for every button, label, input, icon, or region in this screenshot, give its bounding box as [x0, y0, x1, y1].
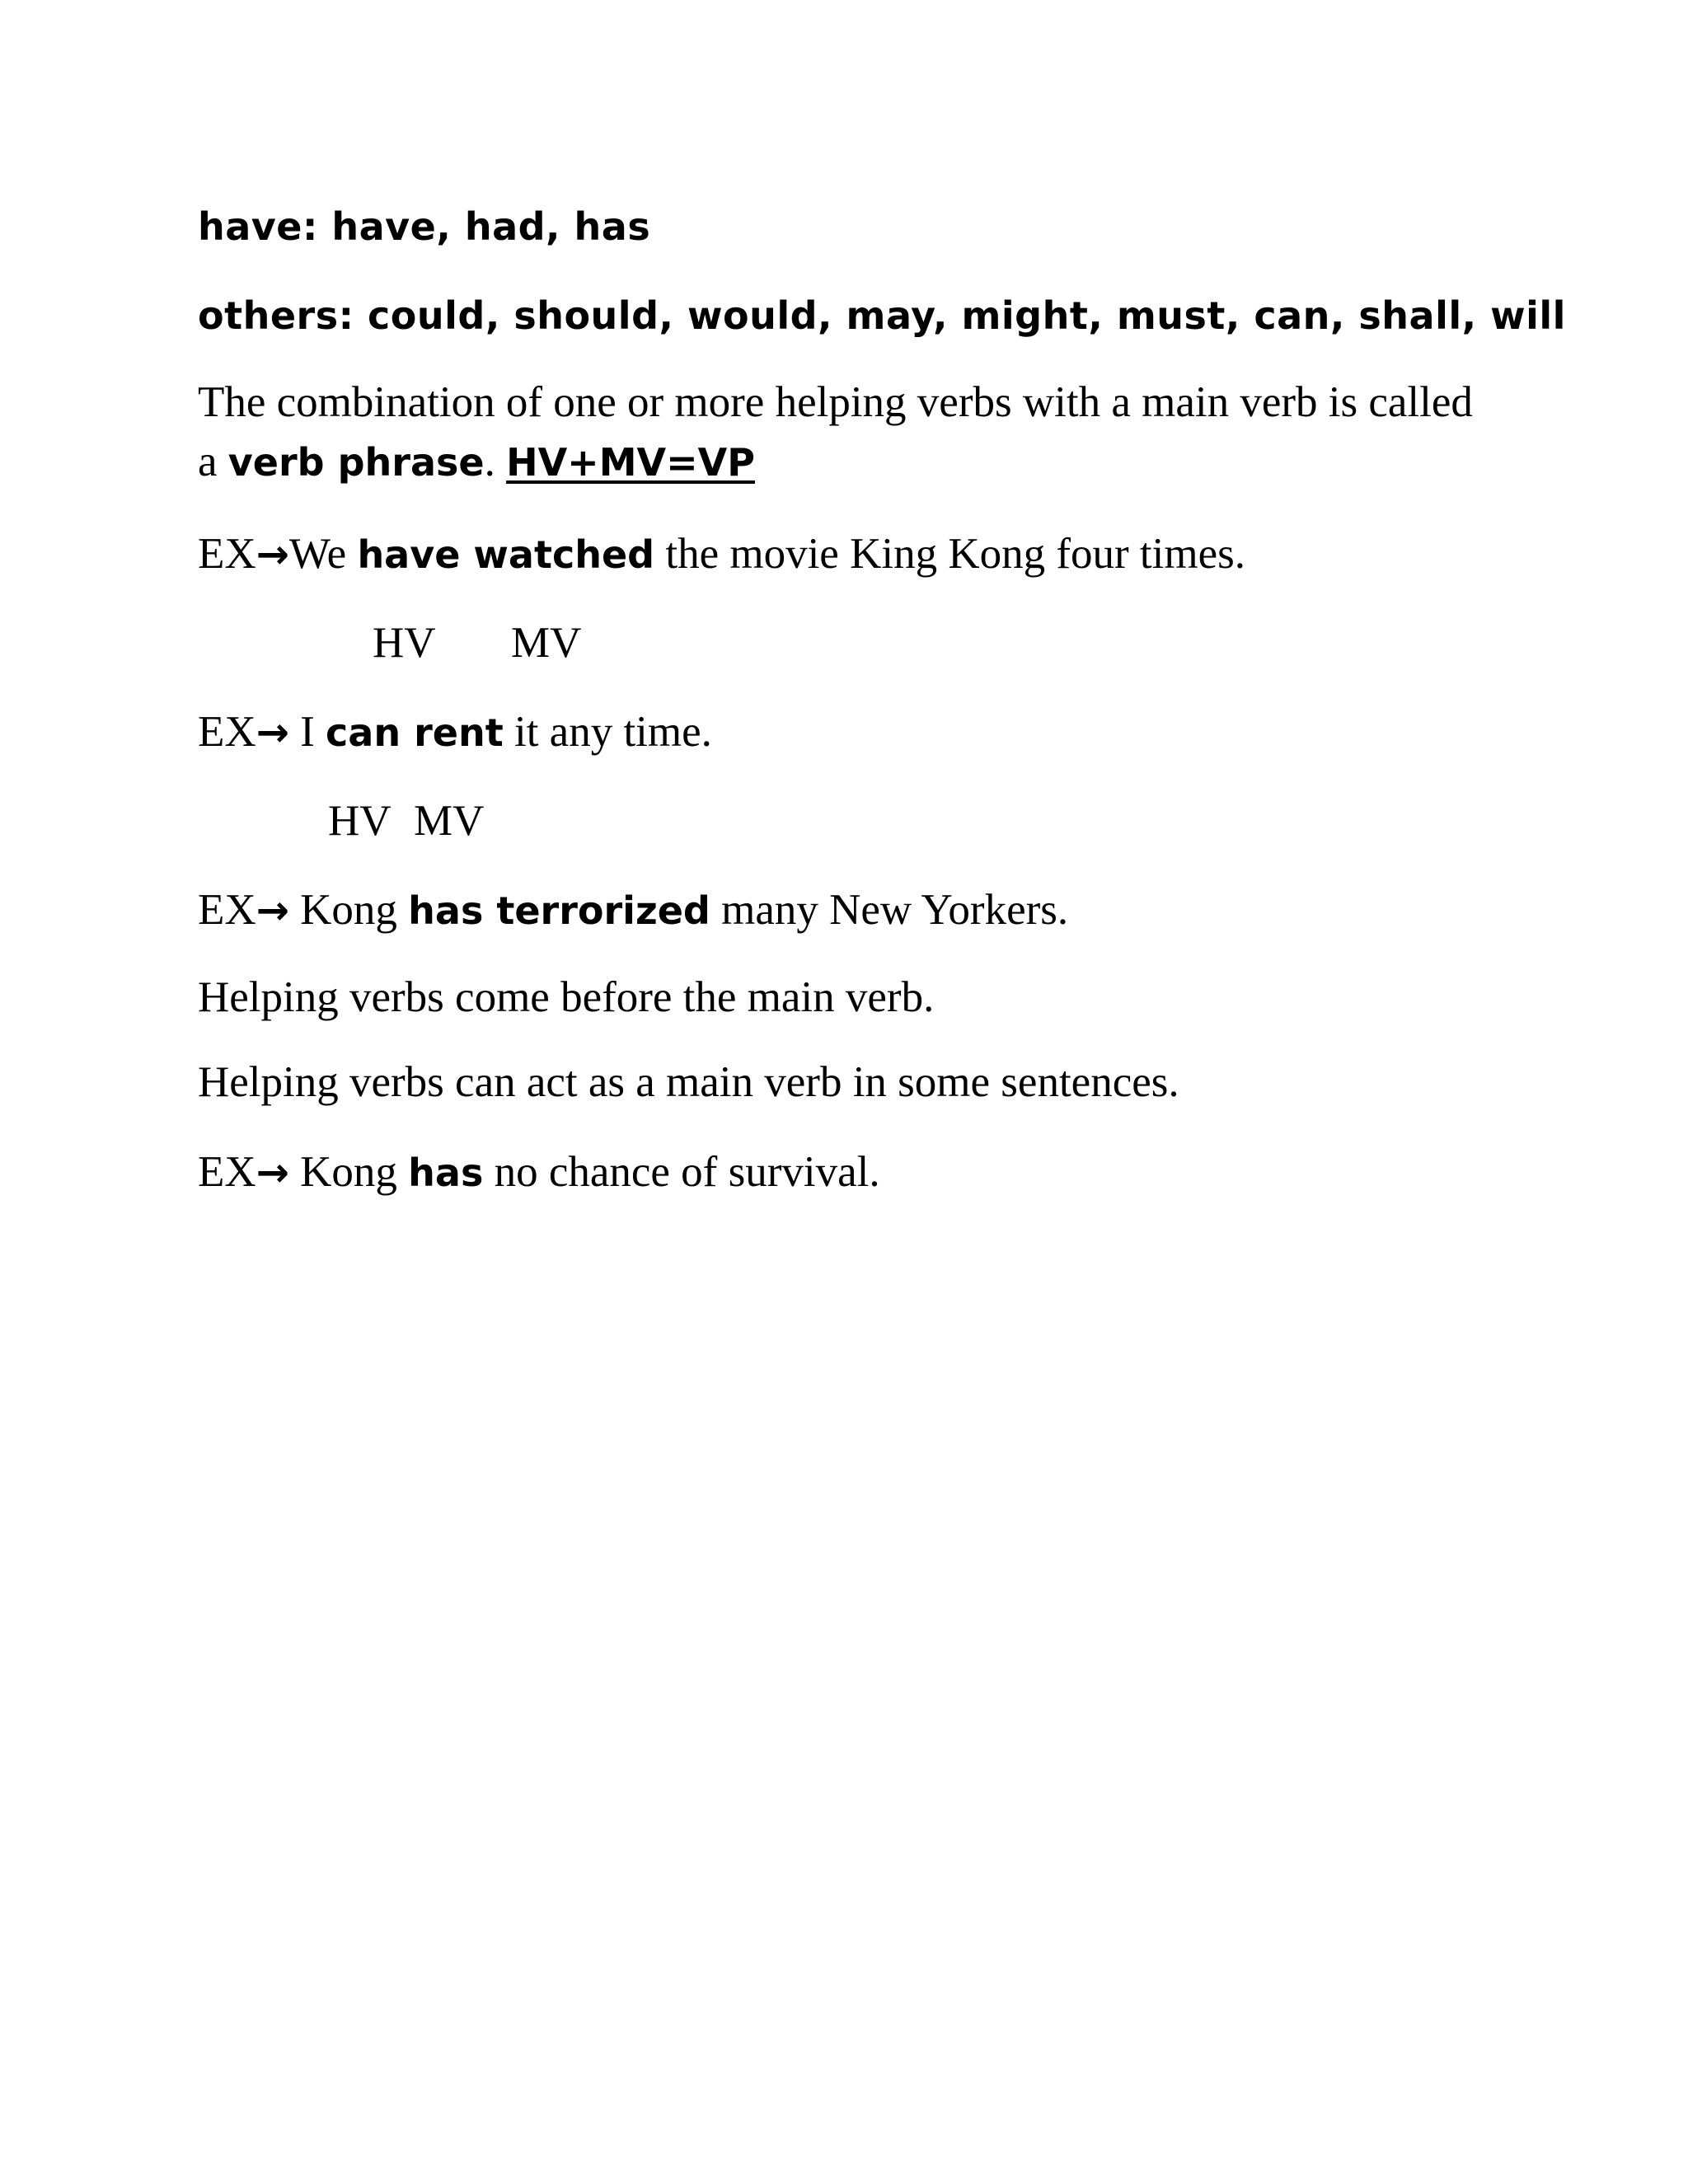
ex2-verb-phrase: can rent [326, 710, 504, 755]
arrow-right-icon: → [256, 532, 289, 578]
ex2-mv-label: MV [414, 797, 485, 845]
definition-line-1: The combination of one or more helping verbs with a main verb is called [198, 378, 1473, 426]
ex2-after: it any time. [503, 708, 712, 756]
ex1-verb-phrase: have watched [357, 532, 655, 577]
ex4-after: no chance of survival. [483, 1148, 880, 1196]
have-forms-heading: have: have, had, has [198, 204, 651, 249]
rule-1: Helping verbs come before the main verb. [198, 973, 935, 1021]
rule-2: Helping verbs can act as a main verb in some sentences. [198, 1058, 1179, 1106]
ex4-before: Kong [288, 1148, 409, 1196]
definition-line-2 [198, 437, 755, 487]
definition-prefix: a [198, 438, 228, 485]
arrow-right-icon: → [256, 1150, 289, 1196]
ex2-before: I [288, 708, 326, 756]
ex2-hv-label: HV [328, 797, 392, 845]
ex1-hv-label: HV [373, 619, 436, 667]
ex1-mv-label: MV [511, 619, 582, 667]
ex-label: EX [198, 886, 256, 934]
example-3 [198, 885, 1068, 935]
formula: HV+MV=VP [506, 440, 755, 485]
ex3-before: Kong [288, 886, 409, 934]
ex-label: EX [198, 1148, 256, 1196]
arrow-right-icon: → [256, 888, 289, 934]
ex3-after: many New Yorkers. [710, 886, 1069, 934]
ex3-verb-phrase: has terrorized [408, 888, 710, 933]
arrow-right-icon: → [256, 710, 289, 756]
ex1-before: We [288, 530, 358, 578]
definition-punct: . [484, 438, 507, 485]
other-helping-verbs-heading: others: could, should, would, may, might, must, can, shall, will [198, 293, 1566, 338]
example-1 [198, 529, 1245, 579]
ex-label: EX [198, 530, 256, 578]
ex1-after: the movie King Kong four times. [654, 530, 1245, 578]
verb-phrase-term: verb phrase [227, 440, 485, 485]
example-4 [198, 1147, 880, 1197]
example-2 [198, 707, 712, 757]
ex-label: EX [198, 708, 256, 756]
ex4-verb: has [408, 1151, 484, 1195]
